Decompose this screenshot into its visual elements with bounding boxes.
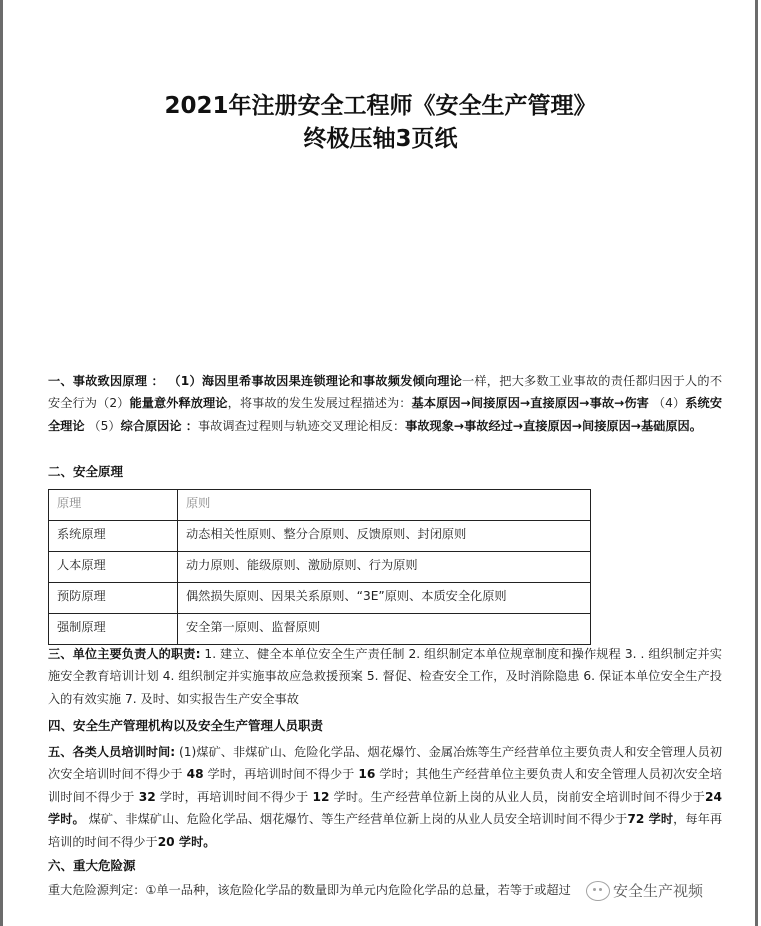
section-principal-duties — [48, 643, 722, 710]
text-segment: 学时。生产经营单位新上岗的从业人员，岗前安全培训时间不得少于 — [329, 789, 706, 804]
text-segment: 32 — [138, 789, 156, 804]
text-segment: （5） — [84, 418, 121, 433]
table-cell: 偶然损失原则、因果关系原则、“3E”原则、本质安全化原则 — [178, 583, 591, 614]
section-accident-causation — [48, 370, 722, 437]
table-cell: 预防原理 — [49, 583, 178, 614]
table-row — [49, 614, 591, 645]
text-segment: 20 学时。 — [157, 834, 216, 849]
text-segment: 学时；其他生产经营单位主要负责人和安全管理人员初次安全培训时间不得少于 — [48, 767, 723, 804]
text-segment: ，每年再培训的时间不得少于 — [48, 812, 723, 849]
text-segment: 五、各类人员培训时间: — [48, 745, 176, 759]
text-segment: 学时，再培训时间不得少于 — [155, 789, 313, 804]
table-header-cell: 原则 — [178, 490, 591, 521]
text-segment: 系统安全理论 — [48, 396, 722, 433]
text-segment: 事故现象→事故经过→直接原因→间接原因→基础原因。 — [405, 418, 702, 433]
section-major-hazard-body: 重大危险源判定：①单一品种，该危险化学品的数量即为单元内危险化学品的总量，若等于或超过 — [48, 883, 571, 897]
text-segment: 72 学时 — [627, 812, 674, 827]
section-training-hours — [48, 741, 722, 853]
text-segment: 学时，再培训时间不得少于 — [203, 767, 359, 782]
table-header-cell: 原理 — [49, 490, 178, 521]
wechat-icon — [586, 881, 610, 901]
text-segment: ，将事故的发生发展过程描述为： — [227, 396, 412, 411]
table-row — [49, 583, 591, 614]
table-cell: 系统原理 — [49, 521, 178, 552]
table-cell: 动力原则、能级原则、激励原则、行为原则 — [178, 552, 591, 583]
table-row — [49, 521, 591, 552]
text-segment: （4） — [648, 396, 686, 411]
document-title-line2: 终极压轴3页纸 — [303, 126, 458, 152]
text-segment: 能量意外释放理论 — [129, 396, 228, 411]
text-segment: 24 学时。 — [48, 789, 723, 827]
section-major-hazard-heading: 六、重大危险源 — [48, 858, 136, 873]
section-label: 三、单位主要负责人的职责: — [48, 647, 201, 661]
text-segment: 一、事故致因原理 ： （1）海因里希事故因果连锁理论和事故频发倾向理论 — [48, 374, 463, 388]
text-segment: 48 — [186, 767, 204, 782]
text-segment: 煤矿、非煤矿山、危险化学品、烟花爆竹、等生产经营单位新上岗的从业人员安全培训时间不得少于 — [84, 812, 628, 827]
text-segment: （2） — [97, 396, 130, 411]
text-segment: 事故调查过程则与轨迹交叉理论相反： — [197, 418, 406, 433]
watermark-text: 安全生产视频 — [613, 882, 704, 900]
text-segment: 基本原因→间接原因→直接原因→事故→伤害 — [411, 396, 649, 411]
section-body: 1. 建立、健全本单位安全生产责任制 2. 组织制定本单位规章制度和操作规程 3. . 组织制定并实施安全教育培训计划 4. 组织制定并实施事故应急救援预案 5. 督促、检查安全工作，及时消除隐患 6. 保证本单位安全生产投入的有效实施 7. 及时、如实报告生产安全事故 — [48, 647, 722, 706]
document-title-line1: 2021年注册安全工程师《安全生产管理》 — [164, 93, 597, 119]
text-segment: (1)煤矿、非煤矿山、危险化学品、烟花爆竹、金属冶炼等生产经营单位主要负责人和安全管理人员初次安全培训时间不得少于 — [48, 745, 723, 782]
table-cell: 强制原理 — [49, 614, 178, 645]
principles-table — [48, 489, 591, 645]
section-safety-principles-heading: 二、安全原理 — [48, 464, 124, 479]
section-management-heading: 四、安全生产管理机构以及安全生产管理人员职责 — [48, 718, 324, 733]
table-cell: 人本原理 — [49, 552, 178, 583]
watermark — [586, 880, 703, 901]
table-row — [49, 552, 591, 583]
table-cell: 安全第一原则、监督原则 — [178, 614, 591, 645]
table-cell: 动态相关性原则、整分合原则、反馈原则、封闭原则 — [178, 521, 591, 552]
text-segment: 一样，把大多数工业事故的责任都归因于人的不安全行为 — [48, 374, 723, 411]
table-header-row — [49, 490, 591, 521]
text-segment: 12 — [312, 789, 330, 804]
text-segment: 综合原因论 ： — [120, 418, 198, 433]
text-segment: 16 — [358, 767, 376, 782]
